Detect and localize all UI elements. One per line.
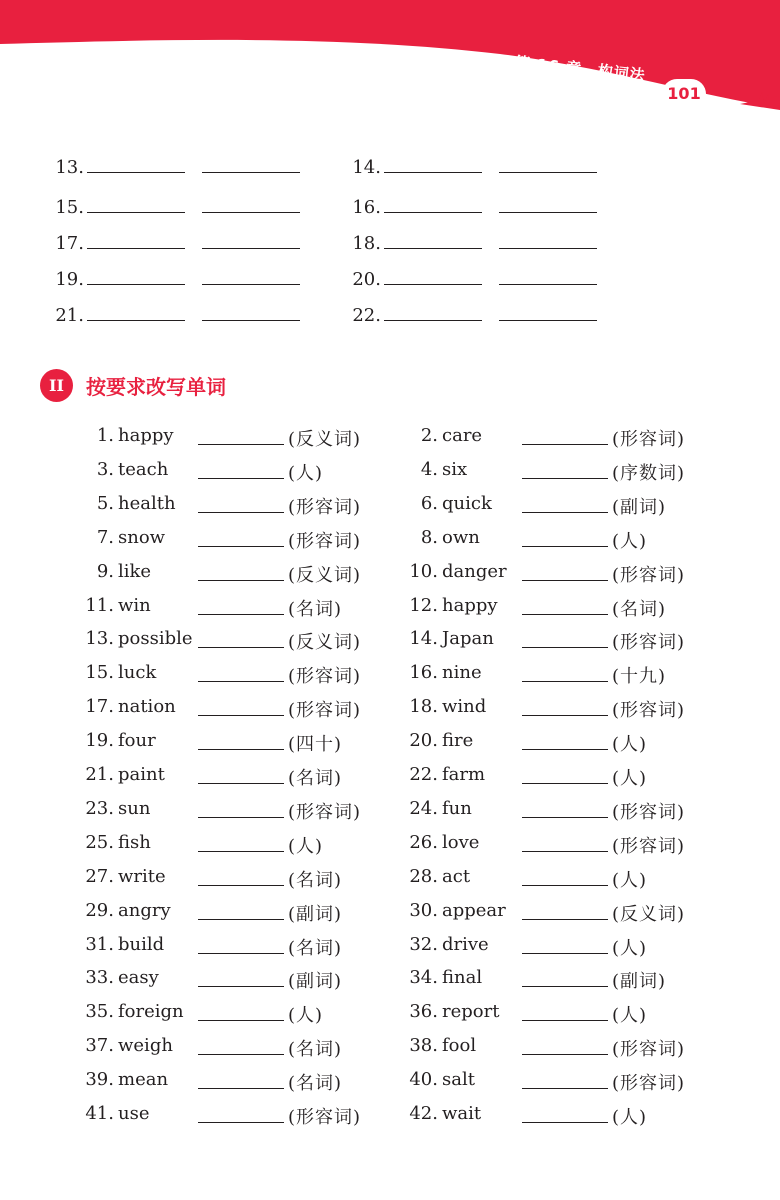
answer-blank[interactable] (87, 247, 185, 249)
item-number: 17. (55, 233, 84, 254)
answer-blank[interactable] (384, 211, 482, 213)
answer-blank[interactable] (202, 283, 300, 285)
base-word: danger (442, 560, 507, 582)
item-number: 29. (85, 899, 114, 921)
answer-line[interactable] (522, 1054, 608, 1055)
answer-line[interactable] (198, 444, 284, 445)
word-form-hint: (名词) (612, 598, 667, 620)
answer-line[interactable] (522, 986, 608, 987)
answer-line[interactable] (522, 546, 608, 547)
section-badge: II (40, 369, 73, 402)
base-word: final (442, 967, 483, 989)
word-form-hint: (名词) (288, 1039, 343, 1061)
item-number: 10. (409, 560, 438, 582)
item-number: 9. (96, 560, 114, 582)
answer-line[interactable] (198, 851, 284, 852)
answer-line[interactable] (198, 614, 284, 615)
answer-line[interactable] (522, 1088, 608, 1089)
answer-blank[interactable] (87, 283, 185, 285)
answer-line[interactable] (522, 783, 608, 784)
word-form-hint: (人) (612, 937, 648, 959)
answer-line[interactable] (198, 546, 284, 547)
base-word: paint (118, 764, 165, 785)
item-number: 6. (420, 492, 438, 514)
answer-line[interactable] (198, 512, 284, 513)
answer-line[interactable] (522, 647, 608, 648)
answer-blank[interactable] (384, 319, 482, 321)
answer-line[interactable] (522, 580, 608, 581)
word-form-hint: (形容词) (288, 530, 362, 552)
answer-line[interactable] (522, 851, 608, 852)
base-word: sun (118, 797, 151, 819)
word-form-hint: (形容词) (612, 700, 686, 722)
answer-blank-row (52, 197, 300, 221)
answer-line[interactable] (522, 885, 608, 886)
base-word: fire (442, 730, 474, 752)
word-form-hint: (形容词) (612, 1039, 686, 1061)
base-word: own (442, 526, 480, 548)
answer-line[interactable] (522, 444, 608, 445)
item-number: 25. (85, 831, 114, 853)
answer-line[interactable] (198, 953, 284, 954)
word-form-hint: (人) (612, 734, 648, 756)
answer-line[interactable] (198, 919, 284, 920)
answer-blank[interactable] (202, 247, 300, 249)
word-form-hint: (副词) (288, 903, 343, 925)
word-form-hint: (名词) (288, 768, 343, 789)
answer-blank[interactable] (499, 247, 597, 249)
item-number: 13. (85, 628, 114, 650)
word-form-hint: (形容词) (288, 496, 362, 518)
word-form-hint: (序数词) (612, 462, 686, 484)
item-number: 18. (409, 696, 438, 718)
answer-blank-row (349, 197, 597, 221)
answer-line[interactable] (522, 1122, 608, 1123)
answer-blank[interactable] (499, 319, 597, 321)
answer-blank-row (349, 233, 597, 257)
base-word: weigh (118, 1035, 173, 1057)
item-number: 11. (85, 594, 114, 616)
item-number: 7. (96, 526, 114, 548)
base-word: six (442, 458, 468, 480)
answer-line[interactable] (198, 580, 284, 581)
item-number: 31. (85, 933, 114, 955)
chapter-title: 第 16 章 构词法 (514, 53, 647, 85)
item-number: 17. (85, 696, 114, 718)
word-form-hint: (形容词) (288, 666, 362, 688)
item-number: 8. (420, 526, 438, 548)
base-word: happy (442, 594, 498, 616)
item-number: 24. (409, 797, 438, 819)
answer-blank[interactable] (499, 171, 597, 173)
answer-line[interactable] (198, 681, 284, 682)
word-form-hint: (名词) (288, 937, 343, 959)
base-word: appear (442, 899, 506, 921)
word-form-hint: (副词) (612, 496, 667, 518)
item-number: 3. (96, 458, 114, 480)
answer-line[interactable] (522, 681, 608, 682)
base-word: like (118, 560, 152, 582)
answer-blank[interactable] (384, 247, 482, 249)
answer-line[interactable] (198, 885, 284, 886)
answer-blank-row (349, 269, 597, 293)
base-word: act (442, 865, 471, 887)
base-word: four (118, 730, 156, 752)
item-number: 28. (409, 865, 438, 887)
answer-line[interactable] (198, 1088, 284, 1089)
item-number: 30. (409, 899, 438, 921)
word-form-hint: (反义词) (288, 564, 362, 586)
answer-line[interactable] (198, 647, 284, 648)
item-number: 16. (409, 662, 438, 684)
base-word: quick (442, 492, 492, 514)
answer-line[interactable] (198, 1054, 284, 1055)
item-number: 21. (85, 764, 114, 785)
item-number: 19. (55, 269, 84, 290)
word-form-hint: (反义词) (288, 429, 362, 450)
item-number: 26. (409, 831, 438, 853)
item-number: 13. (55, 157, 84, 178)
answer-blank-row (52, 157, 300, 181)
item-number: 20. (409, 730, 438, 752)
base-word: angry (118, 899, 171, 921)
page-number: 101 (662, 79, 706, 109)
item-number: 14. (352, 157, 381, 178)
answer-blank-row (52, 305, 300, 329)
answer-blank-row (349, 305, 597, 329)
answer-line[interactable] (198, 749, 284, 750)
base-word: report (442, 1001, 500, 1023)
answer-line[interactable] (198, 1020, 284, 1021)
base-word: foreign (118, 1001, 184, 1023)
section-title: 按要求改写单词 (86, 375, 226, 399)
answer-line[interactable] (522, 749, 608, 750)
base-word: happy (118, 425, 174, 446)
word-form-hint: (十九) (612, 666, 667, 688)
base-word: easy (118, 967, 159, 989)
base-word: drive (442, 933, 489, 955)
header-banner (0, 0, 780, 130)
item-number: 21. (55, 305, 84, 326)
base-word: fool (442, 1035, 477, 1057)
item-number: 19. (85, 730, 114, 752)
base-word: win (118, 594, 151, 616)
answer-line[interactable] (198, 783, 284, 784)
word-form-hint: (形容词) (612, 564, 686, 586)
base-word: teach (118, 458, 169, 480)
answer-line[interactable] (522, 1020, 608, 1021)
answer-line[interactable] (522, 478, 608, 479)
base-word: luck (118, 662, 157, 684)
answer-line[interactable] (198, 1122, 284, 1123)
word-form-hint: (人) (288, 835, 324, 857)
item-number: 32. (409, 933, 438, 955)
word-form-hint: (形容词) (288, 1107, 362, 1128)
base-word: write (118, 865, 166, 887)
item-number: 14. (409, 628, 438, 650)
base-word: nine (442, 662, 482, 684)
item-number: 34. (409, 967, 438, 989)
answer-line[interactable] (522, 919, 608, 920)
base-word: fish (118, 831, 151, 853)
word-form-hint: (四十) (288, 734, 343, 756)
answer-blank[interactable] (202, 319, 300, 321)
item-number: 42. (409, 1103, 438, 1124)
word-form-hint: (名词) (288, 869, 343, 891)
word-form-hint: (形容词) (612, 801, 686, 823)
base-word: health (118, 492, 176, 514)
answer-line[interactable] (198, 817, 284, 818)
base-word: salt (442, 1069, 475, 1091)
word-form-hint: (形容词) (288, 700, 362, 722)
word-form-hint: (名词) (288, 1073, 343, 1095)
answer-line[interactable] (522, 817, 608, 818)
answer-blank[interactable] (202, 171, 300, 173)
base-word: Japan (442, 628, 494, 650)
answer-line[interactable] (198, 986, 284, 987)
answer-line[interactable] (522, 512, 608, 513)
answer-line[interactable] (522, 715, 608, 716)
answer-blank[interactable] (87, 171, 185, 173)
item-number: 27. (85, 865, 114, 887)
base-word: build (118, 933, 165, 955)
item-number: 22. (409, 764, 438, 785)
item-number: 40. (409, 1069, 438, 1091)
answer-blank[interactable] (499, 283, 597, 285)
word-form-hint: (副词) (288, 971, 343, 993)
item-number: 37. (85, 1035, 114, 1057)
answer-blank[interactable] (87, 211, 185, 213)
item-number: 23. (85, 797, 114, 819)
base-word: mean (118, 1069, 169, 1091)
word-form-hint: (形容词) (612, 835, 686, 857)
item-number: 1. (96, 425, 114, 446)
base-word: care (442, 425, 483, 446)
base-word: snow (118, 526, 166, 548)
base-word: nation (118, 696, 176, 718)
word-form-hint: (反义词) (288, 632, 362, 654)
answer-blank[interactable] (87, 319, 185, 321)
base-word: use (118, 1103, 150, 1124)
word-form-hint: (形容词) (288, 801, 362, 823)
item-number: 41. (85, 1103, 114, 1124)
item-number: 16. (352, 197, 381, 218)
word-form-hint: (人) (288, 462, 324, 484)
item-number: 39. (85, 1069, 114, 1091)
base-word: farm (442, 764, 486, 785)
answer-line[interactable] (522, 953, 608, 954)
answer-blank[interactable] (384, 283, 482, 285)
answer-blank-row (52, 233, 300, 257)
word-form-hint: (形容词) (612, 632, 686, 654)
item-number: 18. (352, 233, 381, 254)
item-number: 15. (55, 197, 84, 218)
item-number: 15. (85, 662, 114, 684)
base-word: love (442, 831, 480, 853)
word-form-hint: (人) (612, 530, 648, 552)
item-number: 2. (420, 425, 438, 446)
word-form-hint: (反义词) (612, 903, 686, 925)
item-number: 22. (352, 305, 381, 326)
item-number: 20. (352, 269, 381, 290)
answer-blank[interactable] (499, 211, 597, 213)
answer-blank-row (52, 269, 300, 293)
item-number: 33. (85, 967, 114, 989)
base-word: wait (442, 1103, 482, 1124)
base-word: possible (118, 628, 193, 650)
base-word: fun (442, 797, 472, 819)
answer-line[interactable] (198, 478, 284, 479)
word-form-hint: (人) (612, 1107, 648, 1128)
item-number: 5. (96, 492, 114, 514)
item-number: 12. (409, 594, 438, 616)
item-number: 35. (85, 1001, 114, 1023)
answer-line[interactable] (198, 715, 284, 716)
word-form-hint: (形容词) (612, 429, 686, 450)
word-form-hint: (人) (612, 1005, 648, 1027)
word-form-hint: (形容词) (612, 1073, 686, 1095)
word-form-hint: (人) (612, 768, 648, 789)
answer-blank[interactable] (202, 211, 300, 213)
word-form-hint: (人) (612, 869, 648, 891)
item-number: 38. (409, 1035, 438, 1057)
item-number: 4. (420, 458, 438, 480)
item-number: 36. (409, 1001, 438, 1023)
word-form-hint: (名词) (288, 598, 343, 620)
answer-blank[interactable] (384, 171, 482, 173)
base-word: wind (442, 696, 487, 718)
answer-line[interactable] (522, 614, 608, 615)
answer-blank-row (349, 157, 597, 181)
word-form-hint: (人) (288, 1005, 324, 1027)
word-form-hint: (副词) (612, 971, 667, 993)
